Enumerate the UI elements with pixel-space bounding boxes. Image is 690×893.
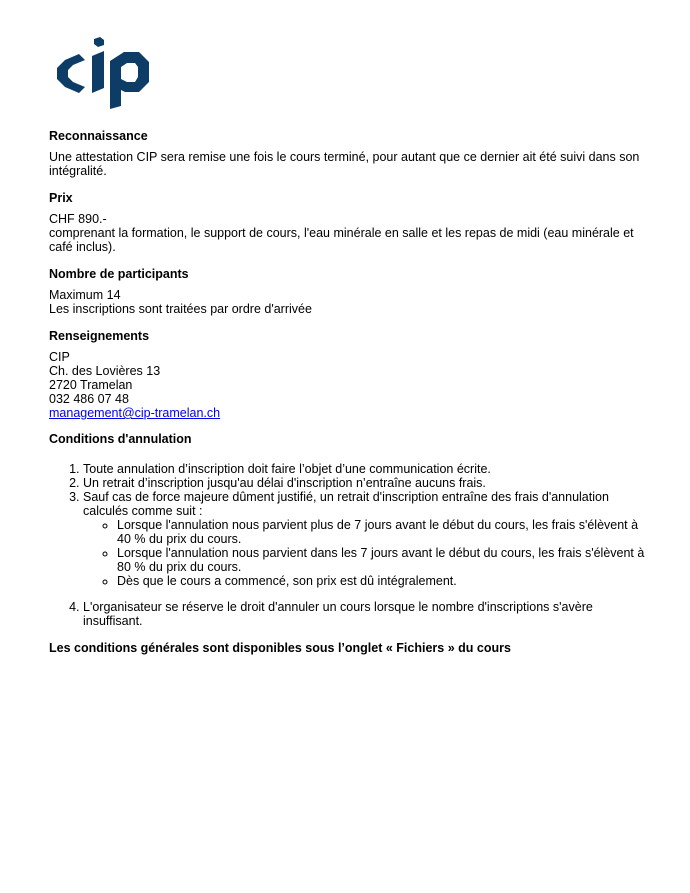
contact-address-street: Ch. des Lovières 13 — [49, 364, 161, 378]
price-details: comprenant la formation, le support de cours, l'eau minérale en salle et les repas de midi (eau minérale et café inclus). — [49, 226, 634, 254]
cancellation-item-text: L'organisateur se réserve le droit d'annuler un cours lorsque le nombre d'inscriptions s'avère insuffisant. — [83, 600, 593, 628]
contact-email-link[interactable]: management@cip-tramelan.ch — [49, 406, 221, 420]
cancellation-item-text: Un retrait d’inscription jusqu'au délai d'inscription n’entraîne aucuns frais. — [83, 476, 486, 490]
cancellation-fee-item: ◦ Lorsque l'annulation nous parvient plus de 7 jours avant le début du cours, les frais s'élèvent à 40 % du prix du cours. — [117, 518, 649, 546]
recognition-section — [49, 129, 649, 178]
cancellation-item-text: Sauf cas de force majeure dûment justifié, un retrait d'inscription entraîne des frais d'annulation calculés comme suit : — [83, 490, 609, 518]
cancellation-item-text: Toute annulation d’inscription doit faire l’objet d’une communication écrite. — [83, 462, 491, 476]
cancellation-fee-item: ◦ Lorsque l'annulation nous parvient dans les 7 jours avant le début du cours, les frais s'élèvent à 80 % du prix du cours. — [117, 546, 649, 574]
logo-letter-i-dot — [94, 37, 104, 47]
cancellation-item — [83, 476, 649, 490]
contact-phone: 032 486 07 48 — [49, 392, 129, 406]
cancellation-item — [83, 462, 649, 476]
recognition-heading: Reconnaissance — [49, 129, 148, 143]
general-conditions-note: Les conditions générales sont disponibles sous l’onglet « Fichiers » du cours — [49, 641, 511, 655]
logo-letter-i-stem — [92, 51, 104, 93]
cancellation-fee-item: ◦ Dès que le cours a commencé, son prix est dû intégralement. — [117, 574, 649, 588]
cancellation-item — [83, 600, 649, 628]
cancellation-fee-list — [83, 518, 649, 588]
price-heading: Prix — [49, 191, 73, 205]
logo-letter-p — [110, 52, 149, 109]
participants-note: Les inscriptions sont traitées par ordre d'arrivée — [49, 302, 312, 316]
recognition-text: Une attestation CIP sera remise une fois le cours terminé, pour autant que ce dernier ait été suivi dans son intégralité. — [49, 150, 640, 178]
contact-section — [49, 329, 649, 420]
cip-logo — [55, 37, 151, 109]
cancellation-section — [49, 432, 649, 628]
participants-heading: Nombre de participants — [49, 267, 189, 281]
logo-letter-c — [57, 54, 85, 93]
price-amount: CHF 890.- — [49, 212, 107, 226]
contact-organization: CIP — [49, 350, 70, 364]
cancellation-list — [49, 462, 649, 628]
cancellation-item — [83, 490, 649, 588]
contact-address-city: 2720 Tramelan — [49, 378, 133, 392]
price-section — [49, 191, 649, 254]
participants-section — [49, 267, 649, 316]
contact-heading: Renseignements — [49, 329, 150, 343]
participants-max: Maximum 14 — [49, 288, 121, 302]
cancellation-heading: Conditions d'annulation — [49, 432, 192, 446]
